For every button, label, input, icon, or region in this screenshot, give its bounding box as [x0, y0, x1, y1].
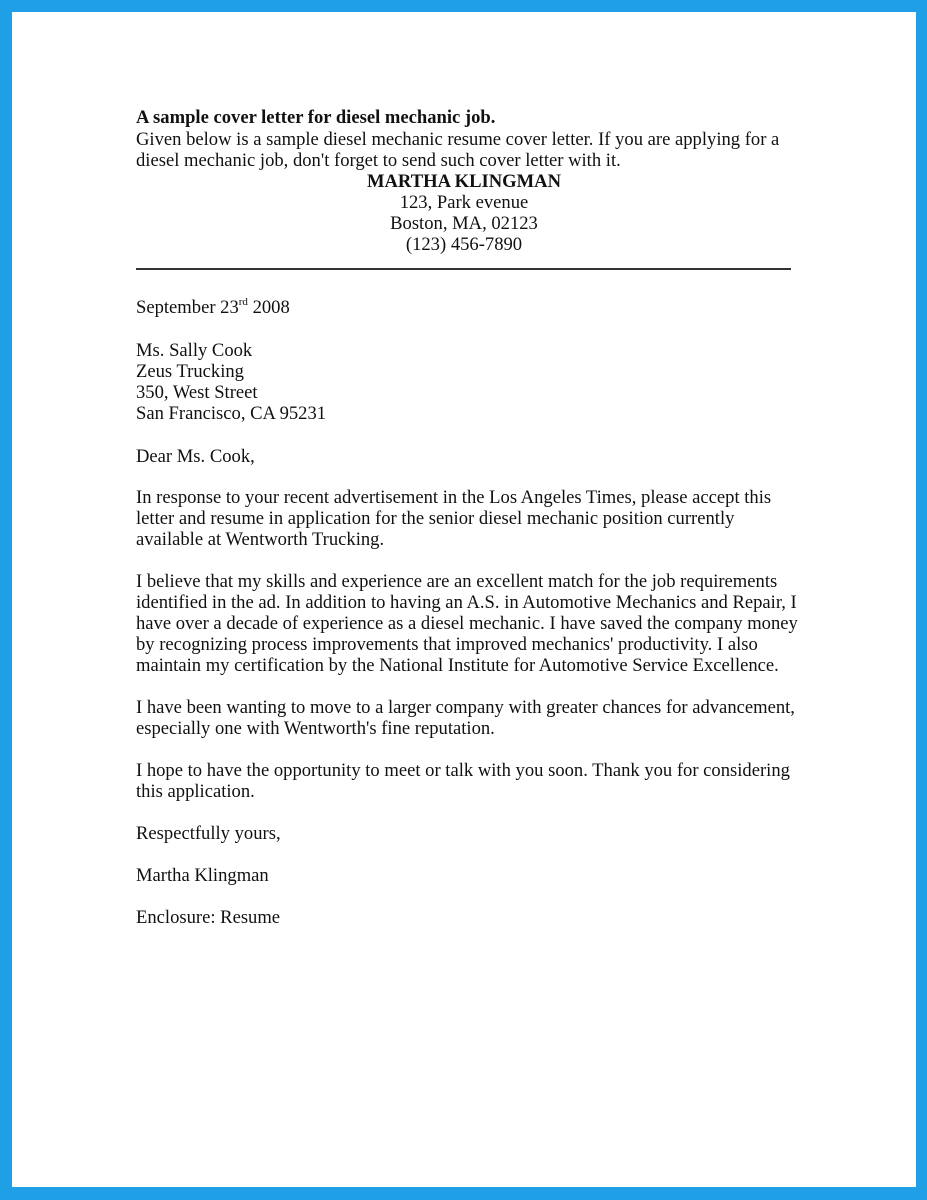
paragraph-1-line-3: available at Wentworth Trucking.	[136, 529, 385, 550]
recipient-line-2: Zeus Trucking	[136, 361, 244, 382]
intro-line-1: Given below is a sample diesel mechanic resume cover letter. If you are applying for a	[136, 129, 780, 150]
paragraph-2-line-3: have over a decade of experience as a diesel mechanic. I have saved the company money	[136, 613, 798, 634]
paragraph-4-line-1: I hope to have the opportunity to meet or talk with you soon. Thank you for considering	[136, 760, 790, 781]
paragraph-4-line-2: this application.	[136, 781, 255, 802]
recipient-line-3: 350, West Street	[136, 382, 258, 403]
paragraph-1-line-2: letter and resume in application for the senior diesel mechanic position currently	[136, 508, 735, 529]
salutation: Dear Ms. Cook,	[136, 446, 255, 467]
intro-line-2: diesel mechanic job, don't forget to send such cover letter with it.	[136, 150, 621, 171]
date-year: 2008	[247, 297, 290, 318]
paragraph-3-line-1: I have been wanting to move to a larger company with greater chances for advancement,	[136, 697, 795, 718]
date-suffix: rd	[238, 296, 248, 308]
paragraph-2-line-2: identified in the ad. In addition to having an A.S. in Automotive Mechanics and Repair, I	[136, 592, 797, 613]
paragraph-2-line-4: by recognizing process improvements that improved mechanics' productivity. I also	[136, 634, 758, 655]
closing: Respectfully yours,	[136, 823, 281, 844]
signature-name: Martha Klingman	[136, 865, 269, 886]
document-title: A sample cover letter for diesel mechanic job.	[136, 107, 496, 128]
paragraph-2-line-5: maintain my certification by the National Institute for Automotive Service Excellence.	[136, 655, 779, 676]
recipient-line-4: San Francisco, CA 95231	[136, 403, 327, 424]
date-month-day: September 23	[136, 297, 239, 318]
sender-name: MARTHA KLINGMAN	[366, 171, 562, 192]
paragraph-1-line-1: In response to your recent advertisement in the Los Angeles Times, please accept this	[136, 487, 772, 508]
sender-city: Boston, MA, 02123	[390, 213, 538, 234]
sender-phone: (123) 456-7890	[405, 234, 523, 255]
sender-street: 123, Park evenue	[399, 192, 529, 213]
paragraph-3-line-2: especially one with Wentworth's fine reputation.	[136, 718, 495, 739]
paragraph-2-line-1: I believe that my skills and experience are an excellent match for the job requirements	[136, 571, 778, 592]
recipient-line-1: Ms. Sally Cook	[136, 340, 253, 361]
header-divider	[136, 268, 791, 270]
letter-date	[136, 298, 796, 319]
enclosure: Enclosure: Resume	[136, 907, 281, 928]
